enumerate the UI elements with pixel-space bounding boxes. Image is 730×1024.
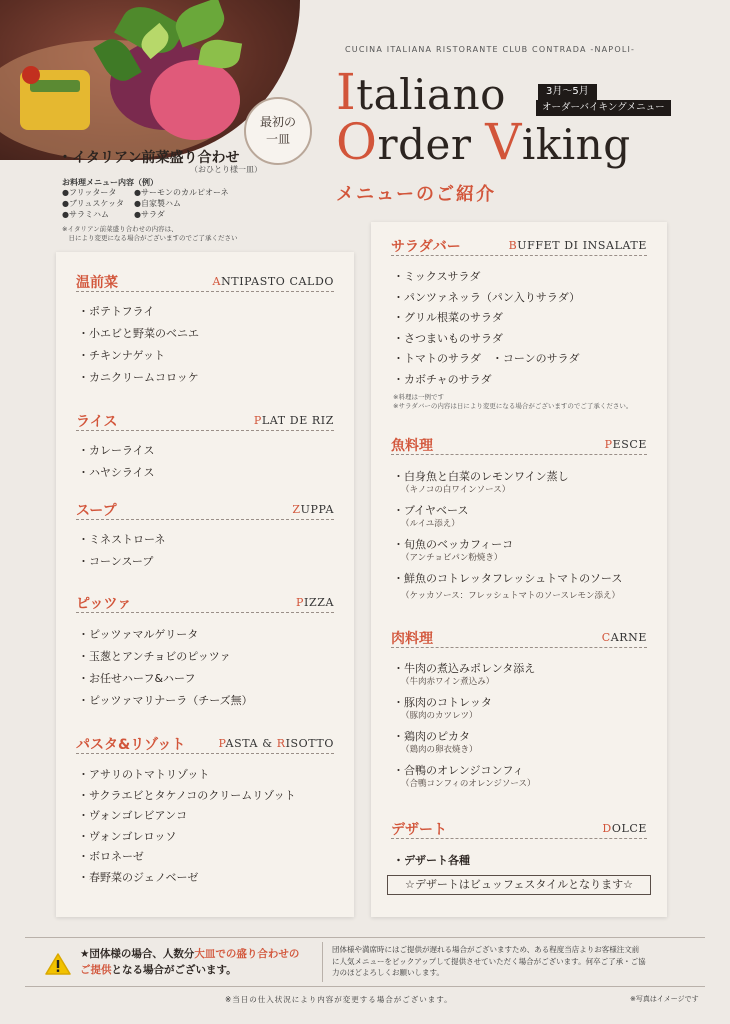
menu-item-list bbox=[78, 533, 340, 577]
section-title-en bbox=[296, 596, 334, 609]
title-cap-v: V bbox=[485, 113, 522, 171]
section-en-cap: B bbox=[508, 239, 518, 252]
title-order-viking bbox=[336, 113, 631, 171]
dessert-buffet-note: ☆デザートはビュッフェスタイルとなります☆ bbox=[387, 875, 651, 895]
section-en-cap2: R bbox=[276, 737, 286, 750]
menu-item-list bbox=[393, 470, 653, 610]
section-en-rest: LAT DE RIZ bbox=[261, 414, 334, 427]
menu-item-list bbox=[78, 305, 340, 393]
menu-item: ・小エビと野菜のベニエ bbox=[78, 327, 199, 340]
appetizer-item: ●サラミハム bbox=[62, 210, 109, 219]
group-warning-text bbox=[80, 946, 320, 978]
section-en-cap: P bbox=[296, 596, 305, 609]
group-notice-line1: 団体様や満席時にはご提供が遅れる場合がございますため、ある程度当店よりお客様注文前 bbox=[332, 945, 640, 954]
section-title-jp: 魚料理 bbox=[391, 438, 433, 454]
appetizer-item: ●ブリュスケッタ bbox=[62, 199, 125, 208]
section-title-en bbox=[602, 631, 647, 644]
menu-item: ・春野菜のジェノベーゼ bbox=[78, 870, 199, 884]
section-en-cap: P bbox=[253, 414, 262, 427]
menu-item-list bbox=[393, 270, 653, 411]
section-en-rest: ESCE bbox=[612, 438, 647, 451]
menu-item-sub: （鶏肉の卵衣焼き） bbox=[401, 745, 478, 755]
menu-item bbox=[393, 764, 653, 790]
section-header bbox=[76, 734, 334, 754]
appetizer-item: ●自家製ハム bbox=[134, 199, 181, 208]
menu-item-list bbox=[393, 662, 653, 798]
section-title-en bbox=[213, 275, 334, 288]
menu-item: ・カレーライス bbox=[78, 444, 155, 457]
section-en-rest: UPPA bbox=[300, 503, 334, 516]
first-dish-badge bbox=[244, 97, 312, 165]
menu-item: ・アサリのトマトリゾット bbox=[78, 768, 210, 781]
section-en-rest: ARNE bbox=[610, 631, 647, 644]
section-title-en bbox=[605, 438, 647, 451]
menu-item: ・ポテトフライ bbox=[78, 305, 155, 318]
menu-item-name: ・白身魚と白菜のレモンワイン蒸し bbox=[393, 470, 569, 483]
stock-change-note: ※当日の仕入状況により内容が変更する場合がございます。 bbox=[225, 995, 453, 1004]
restaurant-name: CUCINA ITALIANA RISTORANTE CLUB CONTRADA -NAPOLI- bbox=[345, 45, 636, 54]
warning-highlight-2: ご提供 bbox=[80, 964, 112, 976]
menu-item-name: ・牛肉の煮込みポレンタ添え bbox=[393, 662, 536, 675]
appetizer-row bbox=[62, 209, 262, 220]
section-header bbox=[76, 272, 334, 292]
menu-panel-right bbox=[371, 222, 667, 917]
menu-item: ・パンツァネッラ（パン入りサラダ） bbox=[393, 290, 581, 304]
menu-item: ・ミネストローネ bbox=[78, 533, 166, 546]
menu-item-sub: （牛肉赤ワイン煮込み） bbox=[401, 677, 495, 687]
menu-item-sub: （ルイユ添え） bbox=[401, 519, 460, 529]
section-title-en bbox=[219, 737, 334, 750]
menu-item-name: ・合鴨のオレンジコンフィ bbox=[393, 764, 524, 777]
menu-item bbox=[393, 730, 653, 756]
menu-item: ・カボチャのサラダ bbox=[393, 372, 492, 386]
title-italiano bbox=[336, 63, 506, 121]
menu-item: ・グリル根菜のサラダ bbox=[393, 311, 503, 324]
menu-item: ・ボロネーゼ bbox=[78, 850, 144, 863]
menu-item: ・さつまいものサラダ bbox=[393, 331, 503, 345]
section-title-jp: デザート bbox=[391, 822, 447, 838]
menu-item: ・サクラエビとタケノコのクリームリゾット bbox=[78, 788, 296, 802]
menu-item: ・コーンスープ bbox=[78, 555, 154, 568]
section-header bbox=[76, 593, 334, 613]
season-badge: 3月〜5月 bbox=[538, 84, 597, 100]
section-title-en bbox=[292, 503, 334, 516]
first-badge-line1: 最初の bbox=[259, 115, 296, 129]
menu-item bbox=[393, 470, 653, 496]
section-en-cap: P bbox=[604, 438, 613, 451]
menu-item-list bbox=[393, 854, 653, 876]
photo-image-note: ※写真はイメージです bbox=[630, 995, 699, 1003]
salad-note-2: ※サラダバーの内容は日により変更になる場合がございますのでご了承ください。 bbox=[393, 402, 633, 410]
section-en-rest: ASTA & bbox=[225, 737, 277, 750]
menu-item: ・ミックスサラダ bbox=[393, 270, 481, 283]
section-title-jp: サラダバー bbox=[391, 239, 461, 255]
section-title-jp: 温前菜 bbox=[76, 275, 118, 291]
appetizer-row bbox=[62, 198, 262, 209]
section-en-rest: OLCE bbox=[611, 822, 647, 835]
section-header bbox=[76, 411, 334, 431]
menu-item-list bbox=[78, 768, 340, 891]
section-header bbox=[76, 500, 334, 520]
section-title-en bbox=[602, 822, 647, 835]
section-title-jp: ピッツァ bbox=[76, 596, 132, 612]
menu-item-name: ・ブイヤベース bbox=[393, 504, 469, 517]
menu-item bbox=[393, 572, 653, 602]
section-en-cap: C bbox=[601, 631, 611, 644]
title-mid: rder bbox=[377, 120, 486, 169]
menu-item-list bbox=[78, 444, 340, 488]
section-en-rest: IZZA bbox=[304, 596, 334, 609]
section-header bbox=[391, 819, 647, 839]
menu-item-name: ・鮮魚のコトレッタフレッシュトマトのソース bbox=[393, 572, 623, 585]
appetizer-title: ・イタリアン前菜盛り合わせ bbox=[58, 150, 240, 166]
menu-panel-left bbox=[56, 252, 354, 917]
section-header bbox=[391, 628, 647, 648]
section-header bbox=[391, 236, 647, 256]
section-en-cap: A bbox=[212, 275, 222, 288]
menu-item: ・ピッツァマリナーラ（チーズ無） bbox=[78, 694, 253, 707]
section-title-jp: パスタ&リゾット bbox=[76, 737, 186, 753]
menu-item: ・ハヤシライス bbox=[78, 466, 155, 479]
menu-item-sub: （キノコの白ワインソース） bbox=[401, 485, 511, 495]
appetizer-item: ●フリッタータ bbox=[62, 188, 117, 197]
group-notice-line3: 力のほどよろしくお願いします。 bbox=[332, 968, 444, 977]
season-label-badge: オーダーバイキングメニュー bbox=[536, 100, 671, 116]
appetizer-note-line2: 日により変更になる場合がございますのでご了承ください bbox=[62, 234, 238, 242]
menu-item bbox=[393, 696, 653, 722]
section-en-rest: UFFET DI INSALATE bbox=[517, 239, 647, 252]
menu-item bbox=[393, 538, 653, 564]
menu-item: ・玉葱とアンチョビのピッツァ bbox=[78, 650, 231, 663]
menu-item: ・ヴォンゴレロッソ bbox=[78, 829, 177, 843]
appetizer-example-heading: お料理メニュー内容（例） bbox=[62, 178, 158, 187]
section-en-cap: P bbox=[218, 737, 226, 750]
section-header bbox=[391, 435, 647, 455]
menu-item: ・デザート各種 bbox=[393, 854, 470, 867]
menu-item bbox=[393, 662, 653, 688]
menu-item-sub: （アンチョビパン粉焼き） bbox=[401, 553, 503, 563]
menu-item-sub: （豚肉のカツレツ） bbox=[401, 711, 478, 721]
section-title-jp: 肉料理 bbox=[391, 631, 433, 647]
menu-item-name: ・鶏肉のピカタ bbox=[393, 730, 470, 743]
appetizer-example-list bbox=[62, 187, 262, 220]
footer-divider bbox=[322, 942, 323, 982]
appetizer-item: ●サラダ bbox=[134, 210, 165, 219]
menu-item-sub: （合鴨コンフィのオレンジソース） bbox=[401, 779, 536, 789]
appetizer-row bbox=[62, 187, 262, 198]
appetizer-note-line1: ※イタリアン前菜盛り合わせの内容は、 bbox=[62, 225, 178, 233]
menu-intro-heading: メニューのご紹介 bbox=[336, 184, 496, 205]
menu-item: ・ピッツァマルゲリータ bbox=[78, 628, 199, 641]
section-en-rest2: ISOTTO bbox=[285, 737, 334, 750]
menu-item-name: ・豚肉のコトレッタ bbox=[393, 696, 492, 709]
menu-item-list bbox=[78, 628, 340, 716]
section-title-jp: スープ bbox=[76, 503, 117, 519]
warning-part1: ★団体様の場合、人数分 bbox=[80, 948, 195, 960]
warning-part2: となる場合がございます。 bbox=[111, 964, 237, 976]
menu-item: ・チキンナゲット bbox=[78, 349, 166, 362]
section-title-en bbox=[509, 239, 647, 252]
menu-item bbox=[393, 504, 653, 530]
group-service-notice bbox=[332, 944, 712, 979]
section-en-cap: Z bbox=[292, 503, 301, 516]
warning-highlight-1: 大皿での盛り合わせの bbox=[194, 948, 300, 960]
menu-item: ・ヴォンゴレビアンコ bbox=[78, 809, 188, 822]
appetizer-item: ●サーモンのカルピオーネ bbox=[134, 188, 229, 197]
section-title-jp: ライス bbox=[76, 414, 118, 430]
menu-item: ・お任せハーフ&ハーフ bbox=[78, 672, 196, 685]
section-title-en bbox=[254, 414, 334, 427]
first-badge-line2: 一皿 bbox=[265, 132, 290, 146]
warning-icon bbox=[45, 953, 71, 979]
title-rest-1: taliano bbox=[356, 70, 506, 119]
appetizer-note bbox=[62, 225, 292, 243]
appetizer-subtitle: （おひとり様一皿） bbox=[190, 165, 262, 174]
menu-item-sub: （ケッカソース：フレッシュトマトのソースレモン添え） bbox=[401, 591, 620, 601]
title-cap-o: O bbox=[336, 113, 378, 171]
salad-note-1: ※料理は一例です bbox=[393, 393, 444, 401]
title-cap-i: I bbox=[336, 63, 357, 121]
menu-item-name: ・旬魚のベッカフィーコ bbox=[393, 538, 514, 551]
group-notice-line2: に人気メニューをピックアップして提供させていただく場合がございます。何卒ご了承・ご協 bbox=[332, 956, 646, 966]
section-en-rest: NTIPASTO CALDO bbox=[221, 275, 334, 288]
section-en-cap: D bbox=[602, 822, 612, 835]
title-rest-2: iking bbox=[521, 120, 631, 169]
menu-item: ・トマトのサラダ ・コーンのサラダ bbox=[393, 352, 580, 365]
menu-item: ・カニクリームコロッケ bbox=[78, 371, 199, 384]
